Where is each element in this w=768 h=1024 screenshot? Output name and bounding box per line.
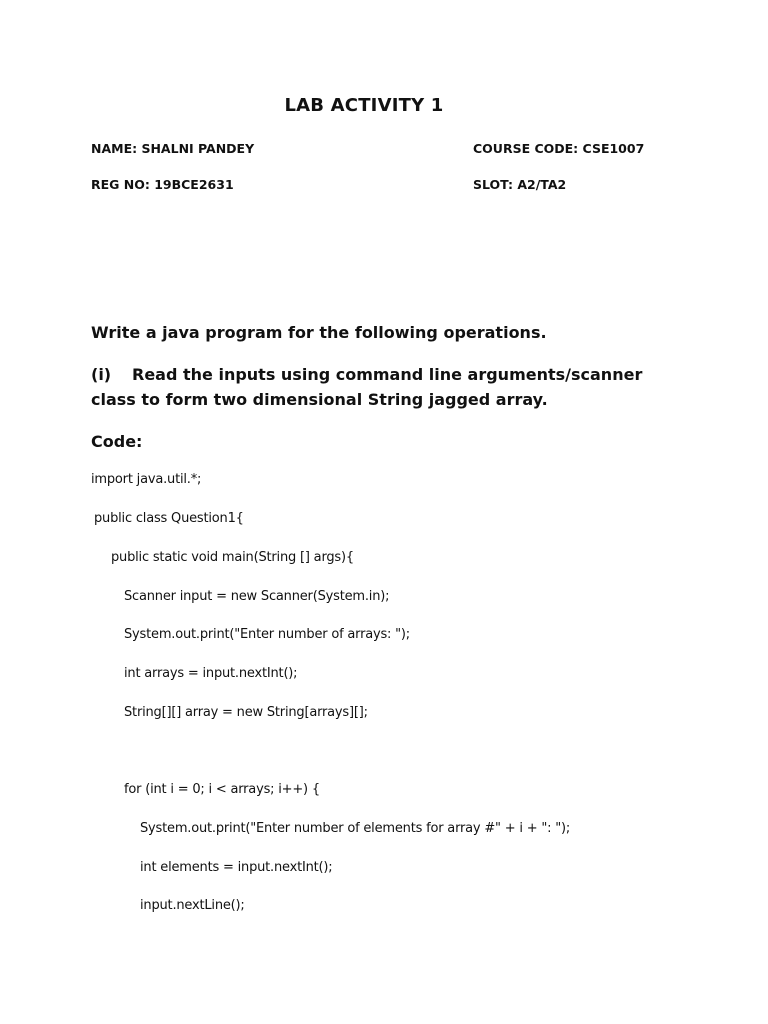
code-line: int elements = input.nextInt();: [140, 860, 333, 875]
code-line: String[][] array = new String[arrays][];: [124, 705, 368, 720]
question-item-text: Read the inputs using command line arguments/scanner class to form two dimensional String jagged array.: [91, 365, 643, 409]
question-intro: Write a java program for the following operations.: [91, 323, 547, 342]
code-line: public static void main(String [] args){: [111, 550, 354, 565]
question-item-number: (i): [91, 365, 112, 384]
code-line: for (int i = 0; i < arrays; i++) {: [124, 782, 320, 797]
registration-number: REG NO: 19BCE2631: [91, 177, 234, 192]
code-line: System.out.print("Enter number of elements for array #" + i + ": ");: [140, 821, 571, 836]
student-name: NAME: SHALNI PANDEY: [91, 141, 255, 156]
code-line: System.out.print("Enter number of arrays: ");: [124, 627, 410, 642]
code-heading: Code:: [91, 432, 143, 451]
code-line: public class Question1{: [94, 511, 244, 526]
course-code: COURSE CODE: CSE1007: [473, 141, 645, 156]
page-title: LAB ACTIVITY 1: [284, 95, 444, 116]
code-line: import java.util.*;: [91, 472, 202, 487]
code-line: input.nextLine();: [140, 898, 245, 913]
slot: SLOT: A2/TA2: [473, 177, 567, 192]
code-line: int arrays = input.nextInt();: [124, 666, 298, 681]
code-line: Scanner input = new Scanner(System.in);: [124, 589, 390, 604]
question-item: [91, 362, 691, 412]
